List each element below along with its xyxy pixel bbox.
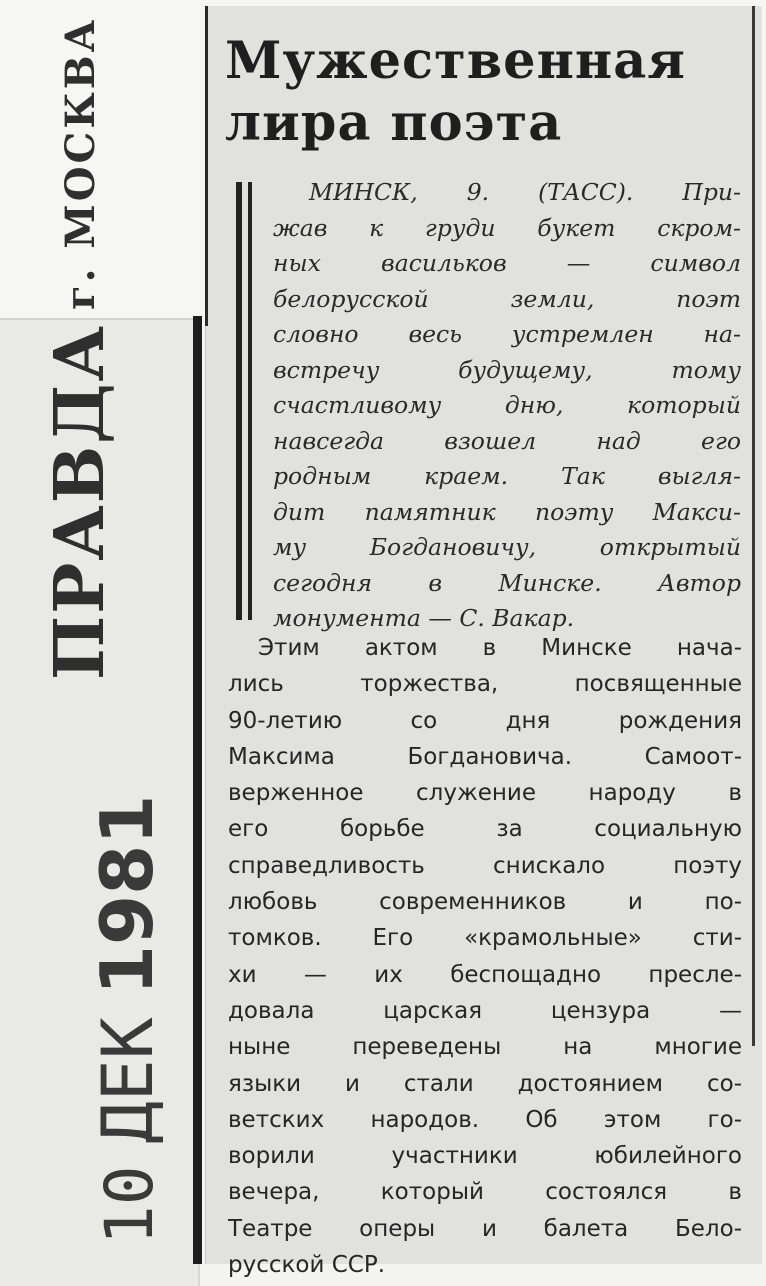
headline-line: лира поэта	[225, 93, 563, 153]
lead-double-rule-right	[248, 182, 252, 620]
body-line: довала царская цензура —	[228, 997, 742, 1024]
stamp-day: 10	[91, 1165, 168, 1245]
body-line: ныне переведены на многие	[228, 1034, 742, 1061]
stamp-city: г. МОСКВА	[56, 16, 104, 310]
body-line: ворили участники юбилейного	[228, 1143, 742, 1170]
lead-line: словно весь устремлен на-	[273, 320, 741, 348]
body-line: лись торжества, посвященные	[228, 671, 742, 698]
body-line: Максима Богдановича. Самоот-	[228, 743, 742, 770]
lead-line: монумента — С. Вакар.	[273, 604, 575, 632]
newspaper-source-stamp	[40, 17, 120, 680]
lead-line: ных васильков — символ	[273, 249, 741, 277]
lead-line: родным краем. Так выгля-	[273, 462, 741, 490]
body-line: хи — их беспощадно пресле-	[228, 961, 742, 988]
body-line: вечера, который состоялся в	[228, 1179, 742, 1206]
body-line: русской ССР.	[228, 1252, 386, 1279]
body-line: верженное служение народу в	[228, 780, 742, 807]
clipping-right-rule	[752, 6, 755, 1046]
body-line: справедливость снискало поэту	[228, 852, 742, 879]
lead-line: белорусской земли, поэт	[273, 284, 741, 313]
body-line: томков. Его «крамольные» сти-	[228, 925, 742, 952]
body-line: Театре оперы и балета Бело-	[228, 1215, 742, 1242]
headline-line: Мужественная	[225, 31, 686, 91]
lead-line: счастливому дню, который	[273, 391, 741, 419]
clipping-top-edge-rule	[205, 6, 208, 326]
body-line: его борьбе за социальную	[228, 816, 742, 843]
article-headline	[225, 30, 745, 154]
body-line: любовь современников и по-	[228, 889, 742, 916]
stamp-newspaper-name: ПРАВДА	[40, 323, 120, 680]
date-stamp	[85, 795, 169, 1245]
lead-line: МИНСК, 9. (ТАСС). При-	[309, 178, 741, 206]
lead-line: сегодня в Минске. Автор	[273, 568, 741, 597]
article-lead-paragraph	[273, 175, 741, 637]
body-line: языки и стали достоянием со-	[228, 1070, 742, 1097]
article-body-paragraph	[228, 630, 742, 1283]
lead-line: жав к груди букет скром-	[273, 213, 741, 242]
stamp-month: ДЕК	[87, 1017, 169, 1144]
clipping-column-rule	[193, 316, 202, 1264]
body-line: 90-летию со дня рождения	[228, 707, 742, 734]
lead-line: встречу будущему, тому	[273, 355, 741, 384]
lead-double-rule-left	[236, 182, 242, 620]
stamp-year: 1981	[85, 794, 169, 996]
body-line: Этим актом в Минске нача-	[258, 635, 742, 661]
lead-line: навсегда взошел над его	[273, 426, 741, 455]
lead-line: му Богдановичу, открытый	[273, 533, 741, 561]
body-line: ветских народов. Об этом го-	[228, 1106, 742, 1133]
lead-line: дит памятник поэту Макси-	[273, 497, 741, 526]
